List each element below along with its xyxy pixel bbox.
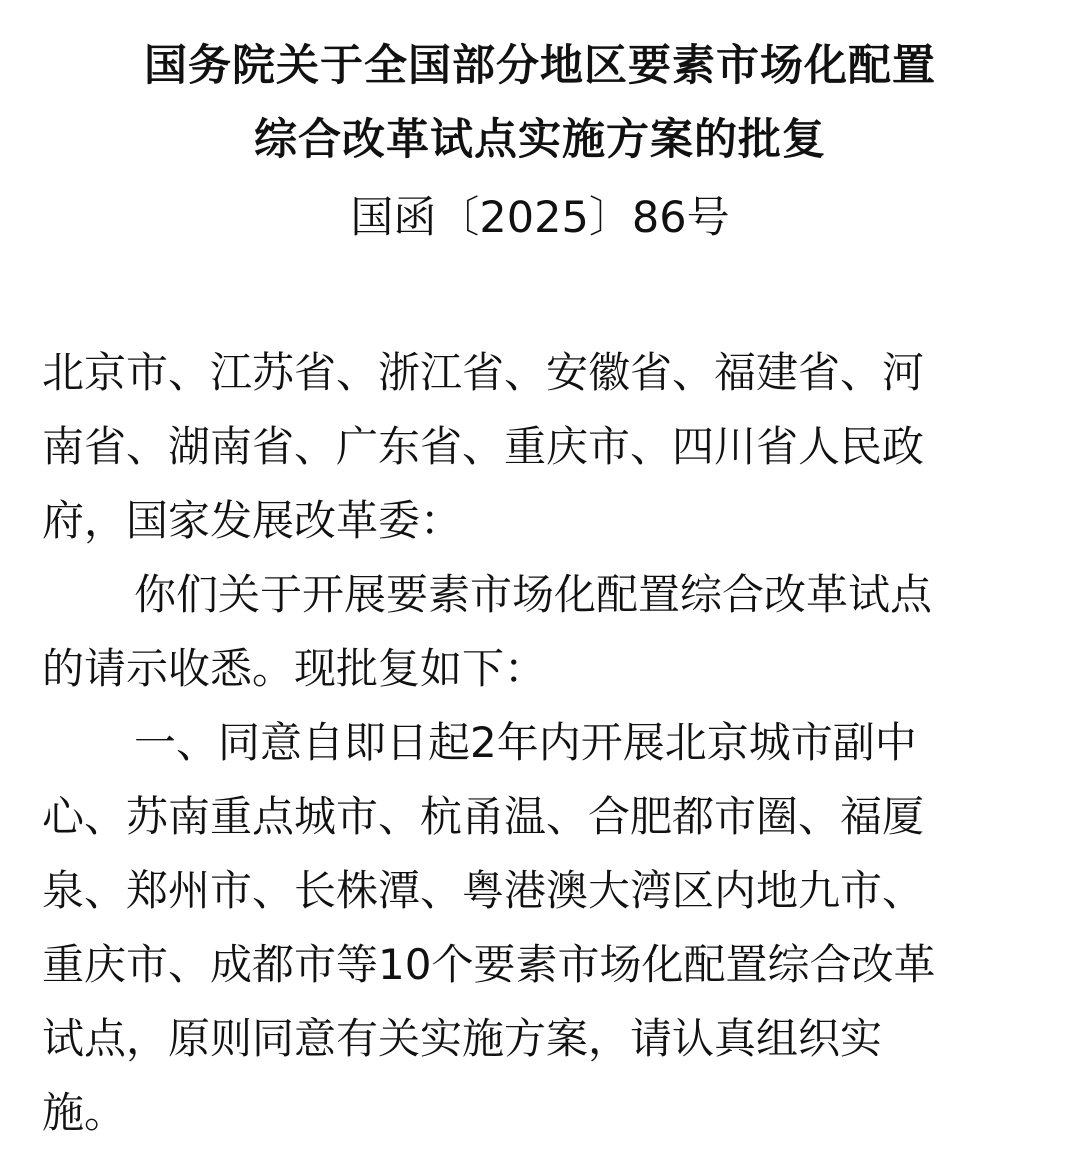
addressee-line: 南省、湖南省、广东省、重庆市、四川省人民政 [42, 422, 925, 471]
paragraph-line: 试点，原则同意有关实施方案，请认真组织实 [42, 1014, 883, 1063]
paragraph-receipt [42, 558, 1042, 706]
paragraph-line: 施。 [42, 1088, 127, 1137]
addressee-block [42, 336, 1042, 558]
paragraph-line: 泉、郑州市、长株潭、粤港澳大湾区内地九市、 [42, 866, 925, 915]
document-number: 国函〔2025〕86号 [350, 193, 730, 243]
document-title-line-2: 综合改革试点实施方案的批复 [254, 115, 826, 165]
paragraph-item-one [42, 706, 1042, 1150]
addressee-line: 府，国家发展改革委： [42, 496, 463, 545]
paragraph-line: 的请示收悉。现批复如下： [42, 644, 547, 693]
document-title-line-1: 国务院关于全国部分地区要素市场化配置 [144, 41, 936, 91]
paragraph-line: 一、同意自即日起2年内开展北京城市副中 [134, 718, 917, 767]
addressee-line: 北京市、江苏省、浙江省、安徽省、福建省、河 [42, 348, 925, 397]
paragraph-line: 心、苏南重点城市、杭甬温、合肥都市圈、福厦 [42, 792, 925, 841]
paragraph-line: 你们关于开展要素市场化配置综合改革试点 [134, 570, 933, 619]
paragraph-line: 重庆市、成都市等10个要素市场化配置综合改革 [42, 940, 936, 989]
